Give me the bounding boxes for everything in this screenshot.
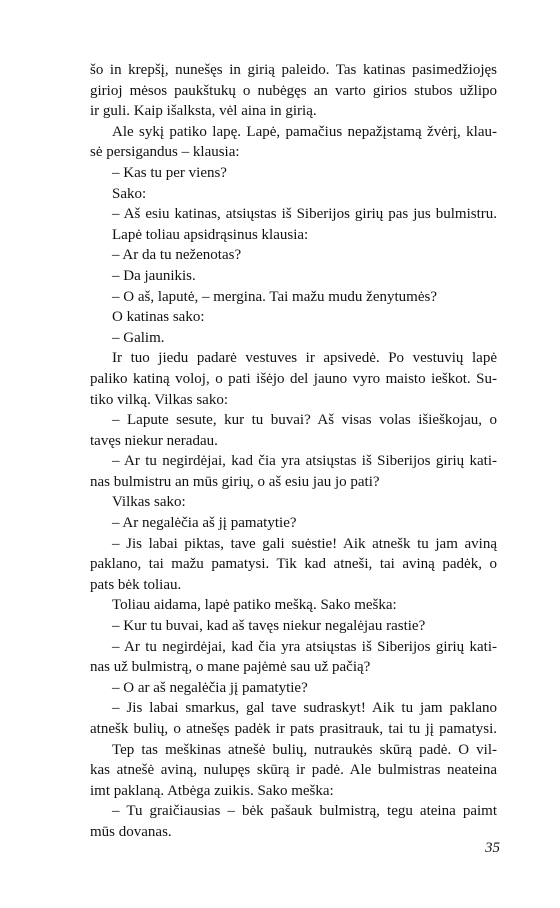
text-line: nas už bulmistrą, o mane pajėmė sau už pačią? bbox=[90, 659, 371, 676]
text-line: Tep tas meškinas atnešė bulių, nutraukės skūrą padė. O vil- bbox=[112, 741, 497, 758]
text-line: – Ar da tu neženotas? bbox=[112, 247, 242, 264]
text-line: mūs dovanas. bbox=[90, 823, 172, 840]
text-line: tavęs niekur neradau. bbox=[90, 432, 218, 449]
text-line: ir guli. Kaip išalksta, vėl aina in girią. bbox=[90, 103, 317, 120]
text-line: – Kas tu per viens? bbox=[112, 164, 227, 181]
text-line: – Aš esiu katinas, atsiųstas iš Siberijos girių pas jus bulmistru. bbox=[112, 206, 497, 223]
text-line: Toliau aidama, lapė patiko mešką. Sako meška: bbox=[112, 597, 397, 614]
text-line: – Lapute sesute, kur tu buvai? Aš visas volas išieškojau, o bbox=[112, 412, 497, 429]
text-line: – O aš, laputė, – mergina. Tai mažu mudu ženytumės? bbox=[112, 288, 437, 305]
text-line: šo in krepšį, nunešęs in girią paleido. Tas katinas pasimedžiojęs bbox=[90, 62, 497, 78]
text-line: imt paklaną. Atbėga zuikis. Sako meška: bbox=[90, 782, 334, 799]
text-line: atnešk bulių, o atnešęs padėk ir pats prasitrauk, tai tu jį pamatysi. bbox=[90, 721, 497, 737]
text-line: – Jis labai smarkus, gal tave sudraskyt! Aik tu jam paklano bbox=[112, 700, 497, 717]
text-line: – Jis labai piktas, tave gali suėstie! Aik atnešk tu jam aviną bbox=[112, 535, 497, 552]
text-line: Vilkas sako: bbox=[112, 494, 186, 511]
text-line: – Tu graičiausias – bėk pašauk bulmistrą, tegu ateina paimt bbox=[112, 803, 497, 820]
text-line: – Ar tu negirdėjai, kad čia yra atsiųstas iš Siberijos girių kati- bbox=[112, 453, 497, 470]
text-line: O katinas sako: bbox=[112, 309, 205, 326]
text-line: Ir tuo jiedu padarė vestuves ir apsivedė. Po vestuvių lapė bbox=[112, 350, 497, 367]
text-line: Lapė toliau apsidrąsinus klausia: bbox=[112, 226, 309, 243]
text-line: paliko katiną voloj, o pati išėjo del jauno vyro maisto ieškot. Su- bbox=[90, 370, 497, 387]
text-line: kas atnešė aviną, nulupęs skūrą ir padė. Ale bulmistras neateina bbox=[90, 762, 497, 779]
text-line: Ale sykį patiko lapę. Lapė, pamačius nepažįstamą žvėrį, klau- bbox=[112, 123, 497, 140]
text-line: – Kur tu buvai, kad aš tavęs niekur negalėjau rastie? bbox=[112, 618, 426, 635]
text-line: – Ar negalėčia aš jį pamatytie? bbox=[112, 515, 297, 532]
text-line: Sako: bbox=[112, 185, 147, 202]
text-line: – Da jaunikis. bbox=[112, 267, 196, 284]
text-line: paklano, tai mažu pamatysi. Tik kad atneši, tai aviną padėk, o bbox=[90, 556, 497, 573]
text-line: – Galim. bbox=[112, 329, 165, 346]
text-line: – Ar tu negirdėjai, kad čia yra atsiųstas iš Siberijos girių kati- bbox=[112, 638, 497, 655]
text-line: sė persigandus – klausia: bbox=[90, 144, 240, 161]
text-block bbox=[90, 60, 497, 843]
page-number: 35 bbox=[485, 840, 500, 856]
text-line: tiko vilką. Vilkas sako: bbox=[90, 391, 228, 408]
text-line: girioj mėsos paukštukų o nubėgęs an varto girios stubos užlipo bbox=[90, 82, 497, 99]
text-line: nas bulmistru an mūs girių, o aš esiu jau jo pati? bbox=[90, 473, 380, 490]
text-line: pats bėk toliau. bbox=[90, 576, 182, 593]
text-line: – O ar aš negalėčia jį pamatytie? bbox=[112, 679, 308, 696]
